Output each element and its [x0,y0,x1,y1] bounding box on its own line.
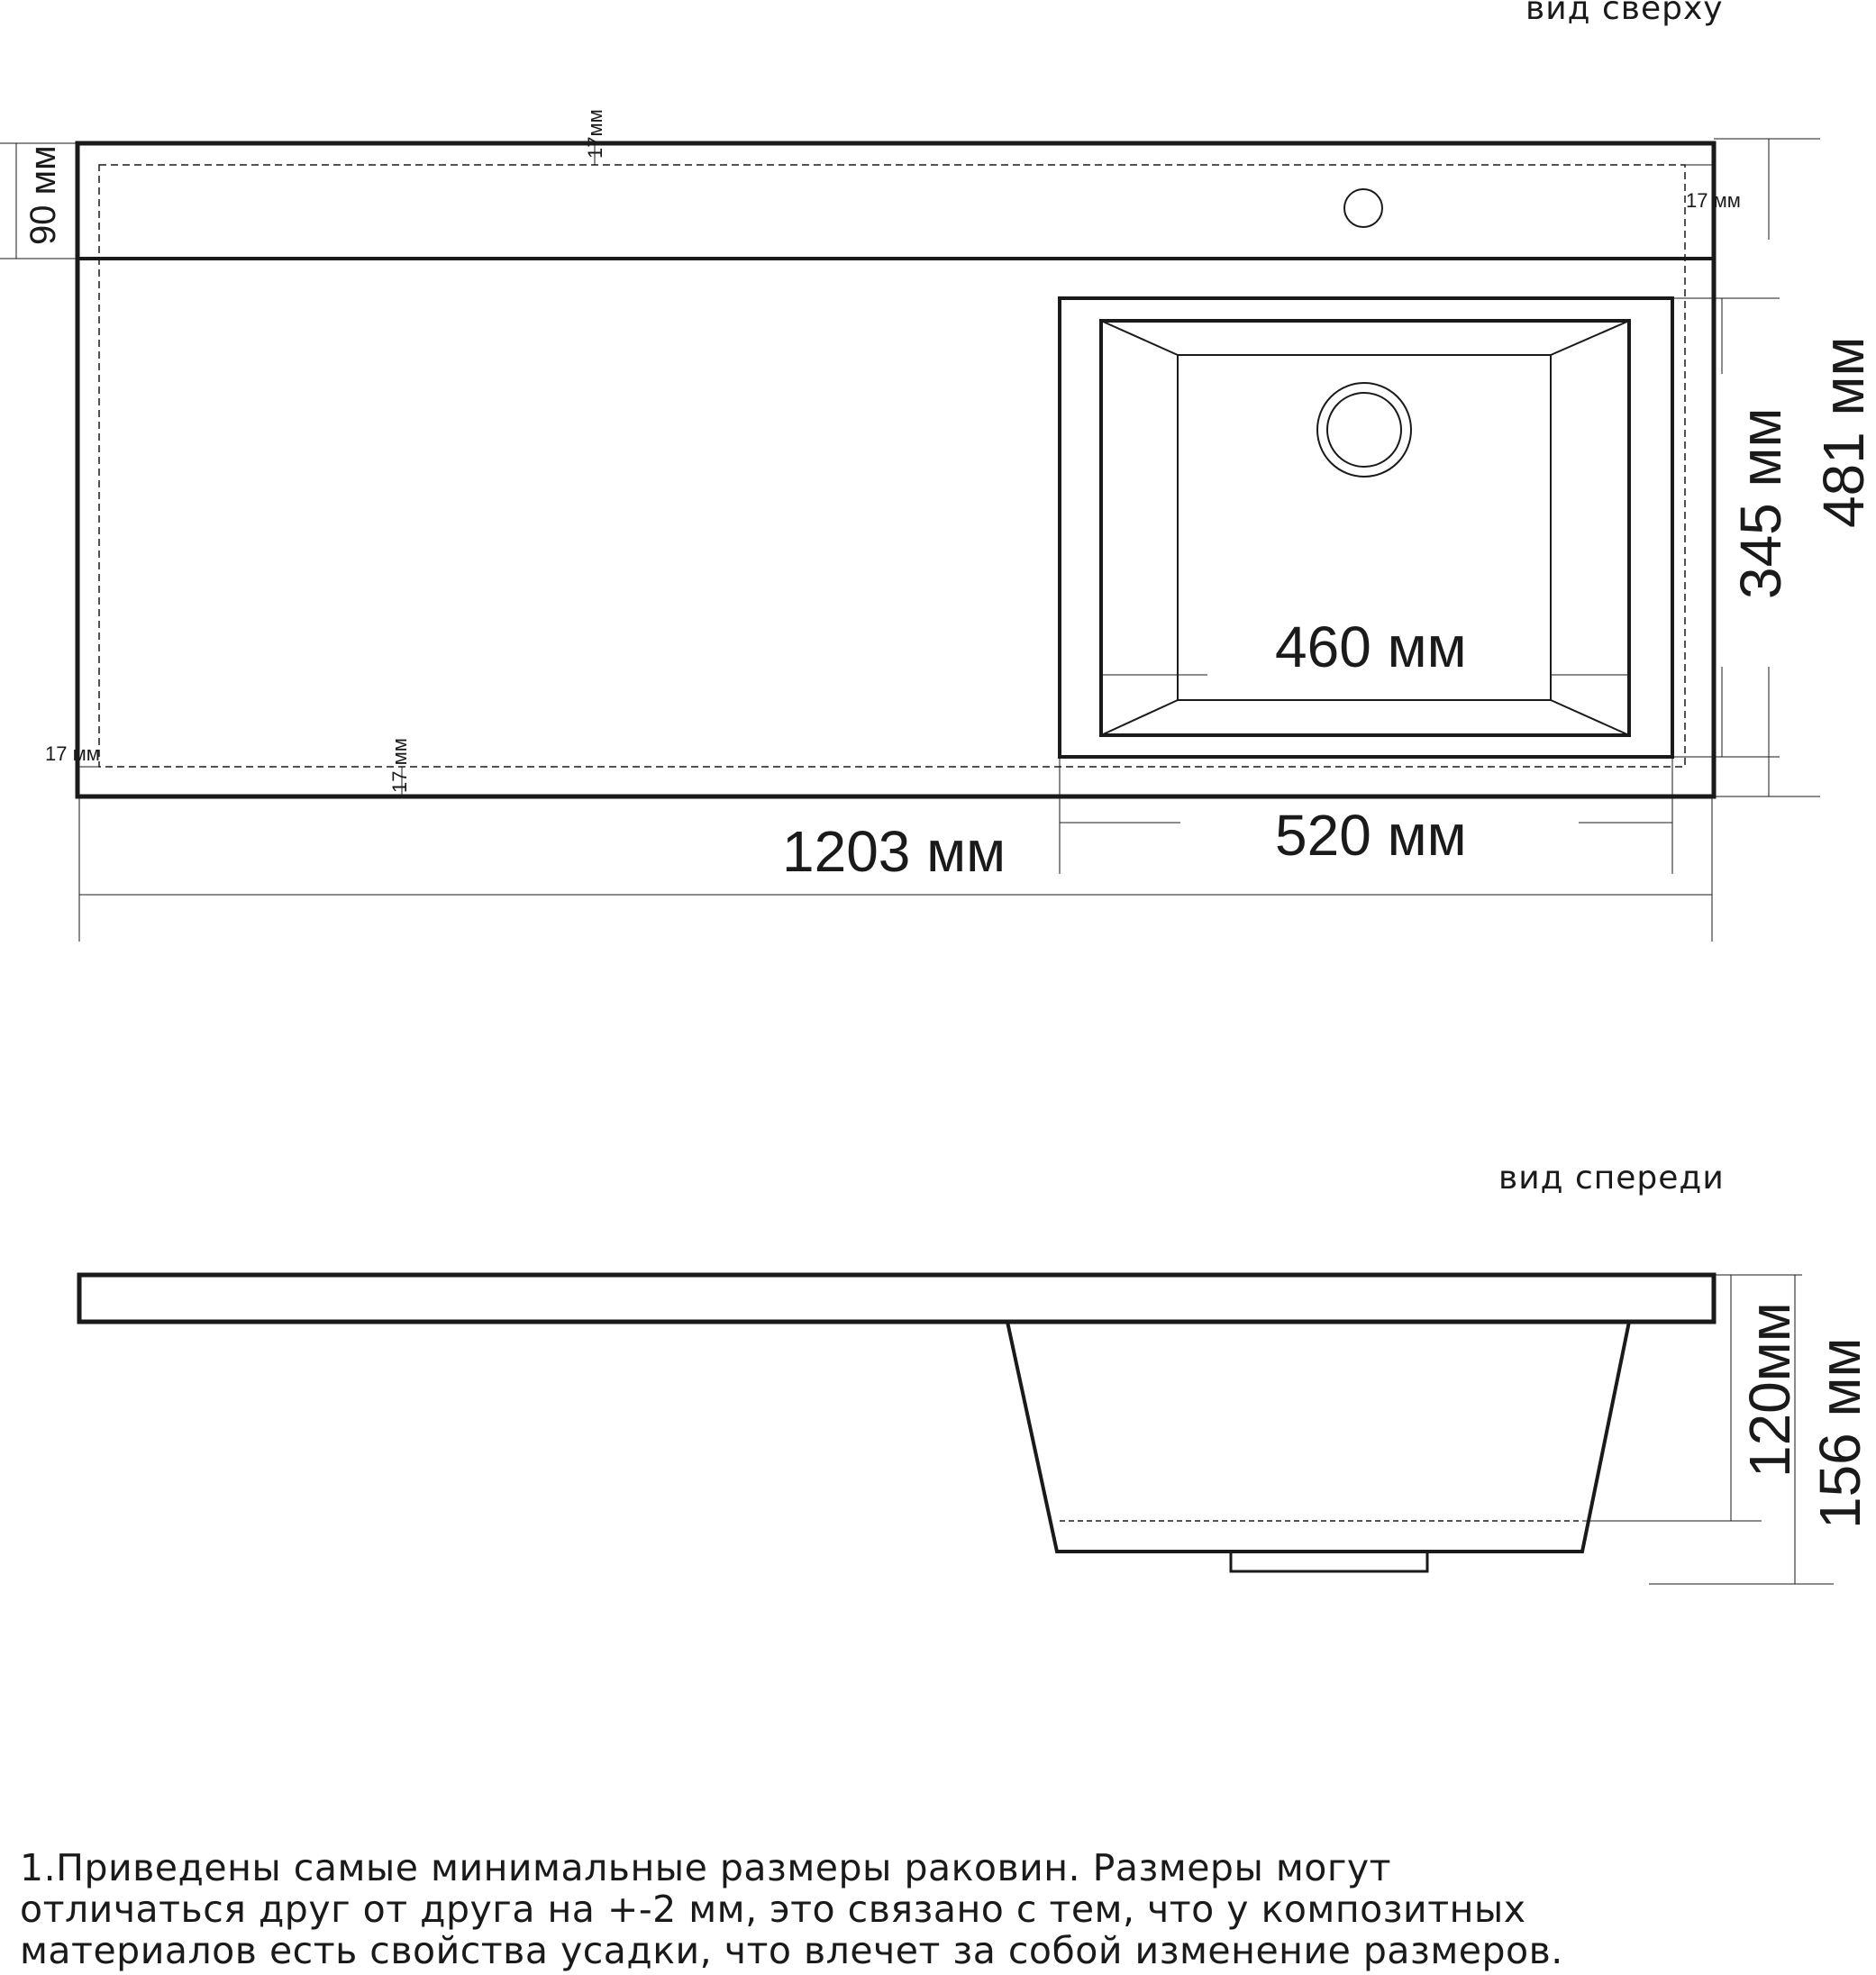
offset-right-label: 17 мм [1686,189,1741,212]
top-view-title: вид сверху [1525,0,1724,27]
drain-outer [1317,383,1411,477]
drain-front [1231,1552,1427,1571]
bowl-front-profile [1007,1322,1629,1552]
offset-top-label: 17мм [584,109,606,159]
bowl-outer-rim [1060,298,1672,757]
countertop-front [79,1275,1714,1322]
dim-120-label: 120мм [1737,1302,1802,1478]
dim-1203-label: 1203 мм [782,819,1006,884]
dim-520-label: 520 мм [1275,803,1467,868]
bowl-slope-line [1101,700,1178,735]
drain-inner [1327,393,1401,467]
note-line: 1.Приведены самые минимальные размеры раковин. Размеры могут [20,1846,1392,1889]
dim-460-label: 460 мм [1275,614,1467,679]
front-view-title: вид спереди [1498,1160,1725,1197]
note-line: отличаться друг от друга на +-2 мм, это связано с тем, что у композитных [20,1888,1526,1931]
dim-156-label: 156 мм [1808,1337,1872,1529]
dim-345-label: 345 мм [1728,407,1793,599]
dim-481-label: 481 мм [1811,336,1876,528]
dim-90-label: 90 мм [23,145,63,245]
faucet-hole [1344,189,1382,227]
offset-left-label: 17 мм [45,742,100,765]
bowl-slope-line [1101,321,1178,355]
note [20,1847,1849,1971]
countertop-outline [77,143,1714,796]
offset-bottom-label: 17 мм [388,738,411,793]
bowl-slope-line [1551,700,1629,735]
bowl-slope-line [1551,321,1629,355]
note-line: материалов есть свойства усадки, что влечет за собой изменение размеров. [20,1929,1563,1972]
